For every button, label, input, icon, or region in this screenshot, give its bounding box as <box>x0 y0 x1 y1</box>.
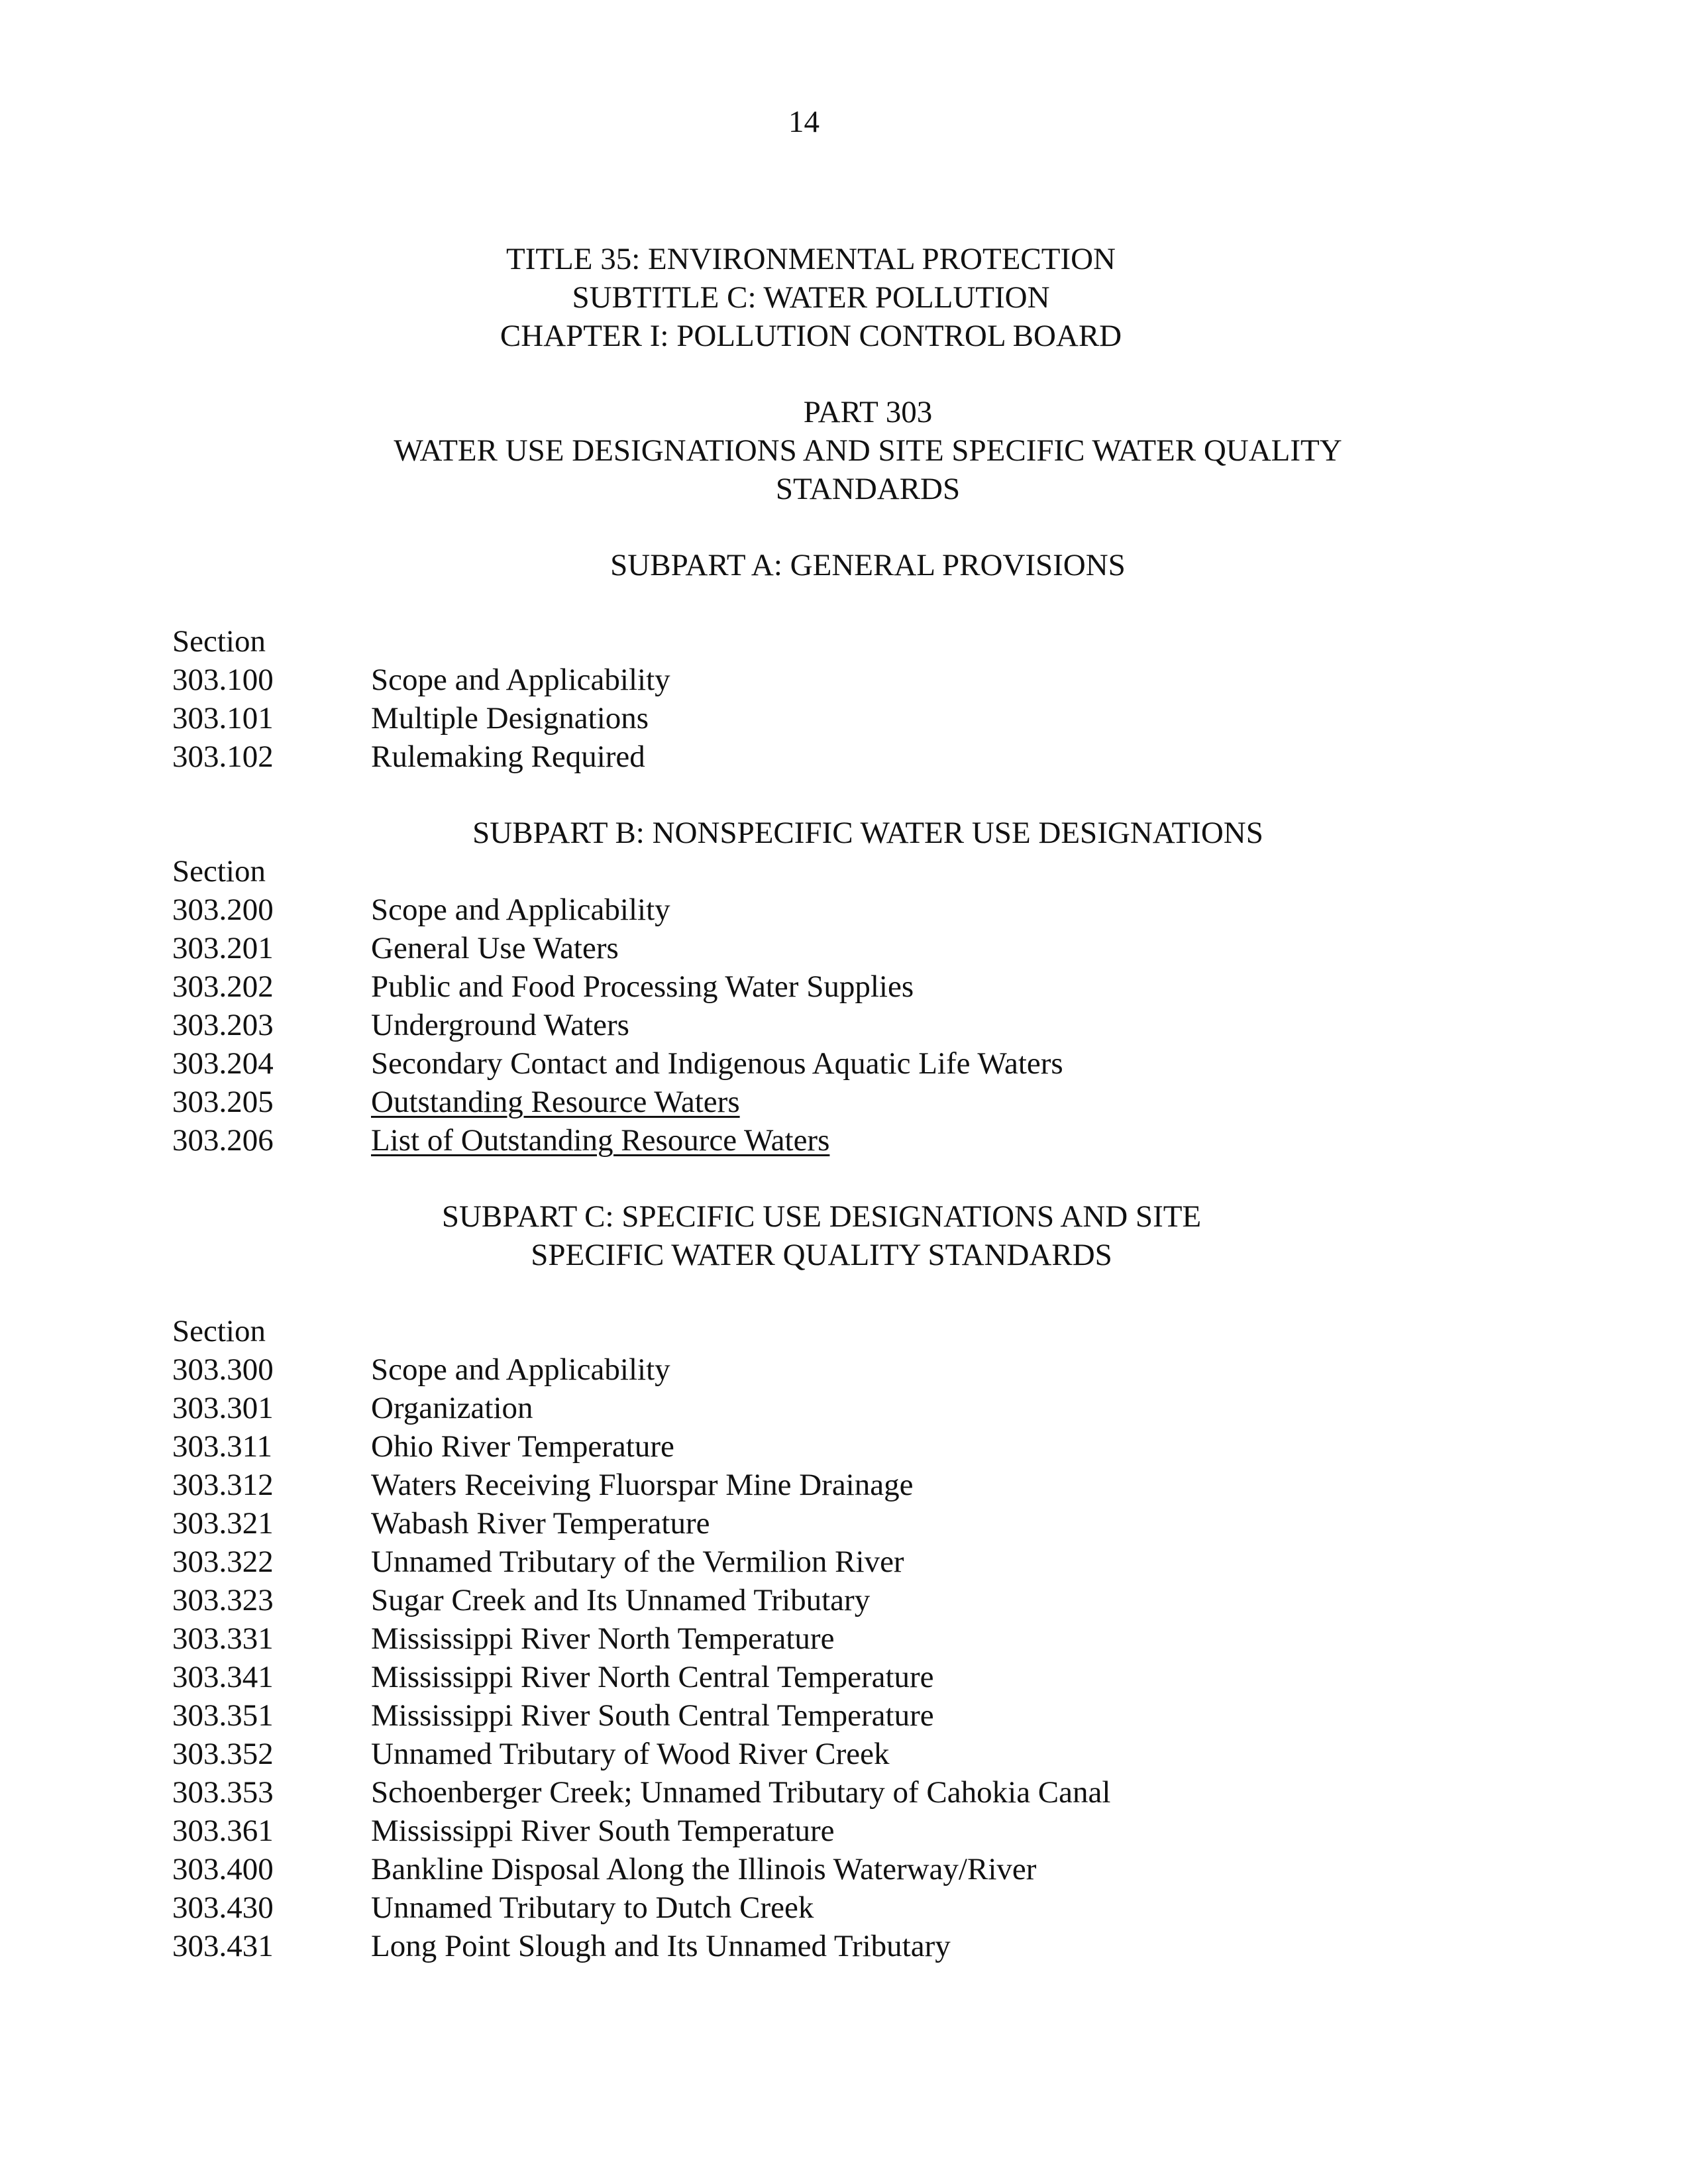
part-title-line2: STANDARDS <box>775 472 961 506</box>
section-number: 303.312 <box>172 1468 274 1502</box>
section-title: Unnamed Tributary of Wood River Creek <box>371 1737 890 1771</box>
section-title: Unnamed Tributary to Dutch Creek <box>371 1890 814 1925</box>
part-title-line1: WATER USE DESIGNATIONS AND SITE SPECIFIC WATER QUALITY <box>394 433 1342 468</box>
section-number: 303.352 <box>172 1737 274 1771</box>
section-title: Underground Waters <box>371 1008 629 1042</box>
section-number: 303.322 <box>172 1545 274 1579</box>
section-title: Secondary Contact and Indigenous Aquatic Life Waters <box>371 1046 1063 1081</box>
section-number: 303.361 <box>172 1814 274 1848</box>
section-title: Multiple Designations <box>371 701 649 736</box>
section-number: 303.101 <box>172 701 274 736</box>
section-number: 303.201 <box>172 931 274 965</box>
section-title: Public and Food Processing Water Supplies <box>371 969 914 1004</box>
section-title: Long Point Slough and Its Unnamed Tributary <box>371 1929 951 1963</box>
section-title: Rulemaking Required <box>371 739 645 774</box>
section-title: Scope and Applicability <box>371 663 670 697</box>
section-title: Mississippi River North Temperature <box>371 1621 835 1656</box>
chapter-heading: CHAPTER I: POLLUTION CONTROL BOARD <box>500 319 1122 353</box>
section-title-underlined: List of Outstanding Resource Waters <box>371 1123 830 1158</box>
section-number: 303.341 <box>172 1660 274 1694</box>
section-number: 303.430 <box>172 1890 274 1925</box>
section-number: 303.300 <box>172 1352 274 1387</box>
section-title-underlined: Outstanding Resource Waters <box>371 1085 740 1119</box>
section-number: 303.202 <box>172 969 274 1004</box>
section-title: Scope and Applicability <box>371 1352 670 1387</box>
section-title: Mississippi River South Central Temperature <box>371 1698 934 1733</box>
section-number: 303.353 <box>172 1775 274 1810</box>
subpart-c-section-label: Section <box>172 1314 266 1348</box>
page-number: 14 <box>788 105 820 139</box>
section-number: 303.100 <box>172 663 274 697</box>
section-number: 303.400 <box>172 1852 274 1886</box>
section-number: 303.301 <box>172 1391 274 1425</box>
section-number: 303.351 <box>172 1698 274 1733</box>
section-number: 303.323 <box>172 1583 274 1617</box>
subpart-a-heading: SUBPART A: GENERAL PROVISIONS <box>610 548 1126 582</box>
section-title: Organization <box>371 1391 533 1425</box>
subpart-c-heading-line2: SPECIFIC WATER QUALITY STANDARDS <box>531 1238 1112 1272</box>
section-title: Scope and Applicability <box>371 893 670 927</box>
section-title: General Use Waters <box>371 931 619 965</box>
part-heading: PART 303 <box>803 395 933 429</box>
subpart-c-heading-line1: SUBPART C: SPECIFIC USE DESIGNATIONS AND SITE <box>441 1199 1202 1234</box>
subtitle-heading: SUBTITLE C: WATER POLLUTION <box>572 280 1050 315</box>
section-number: 303.431 <box>172 1929 274 1963</box>
subpart-b-section-label: Section <box>172 854 266 889</box>
section-title: Sugar Creek and Its Unnamed Tributary <box>371 1583 871 1617</box>
section-number: 303.200 <box>172 893 274 927</box>
section-title: Unnamed Tributary of the Vermilion River <box>371 1545 904 1579</box>
section-number: 303.321 <box>172 1506 274 1541</box>
section-title: Waters Receiving Fluorspar Mine Drainage <box>371 1468 914 1502</box>
section-number: 303.203 <box>172 1008 274 1042</box>
section-number: 303.331 <box>172 1621 274 1656</box>
section-number: 303.204 <box>172 1046 274 1081</box>
title-heading: TITLE 35: ENVIRONMENTAL PROTECTION <box>505 242 1116 276</box>
section-title: Mississippi River South Temperature <box>371 1814 835 1848</box>
section-title: Wabash River Temperature <box>371 1506 710 1541</box>
section-number: 303.205 <box>172 1085 274 1119</box>
section-number: 303.102 <box>172 739 274 774</box>
section-title: Ohio River Temperature <box>371 1429 674 1464</box>
section-number: 303.206 <box>172 1123 274 1158</box>
section-title: Bankline Disposal Along the Illinois Waterway/River <box>371 1852 1037 1886</box>
section-number: 303.311 <box>172 1429 273 1464</box>
subpart-b-heading: SUBPART B: NONSPECIFIC WATER USE DESIGNATIONS <box>472 816 1263 850</box>
section-title: Mississippi River North Central Temperature <box>371 1660 934 1694</box>
section-title: Schoenberger Creek; Unnamed Tributary of Cahokia Canal <box>371 1775 1111 1810</box>
subpart-a-section-label: Section <box>172 624 266 659</box>
